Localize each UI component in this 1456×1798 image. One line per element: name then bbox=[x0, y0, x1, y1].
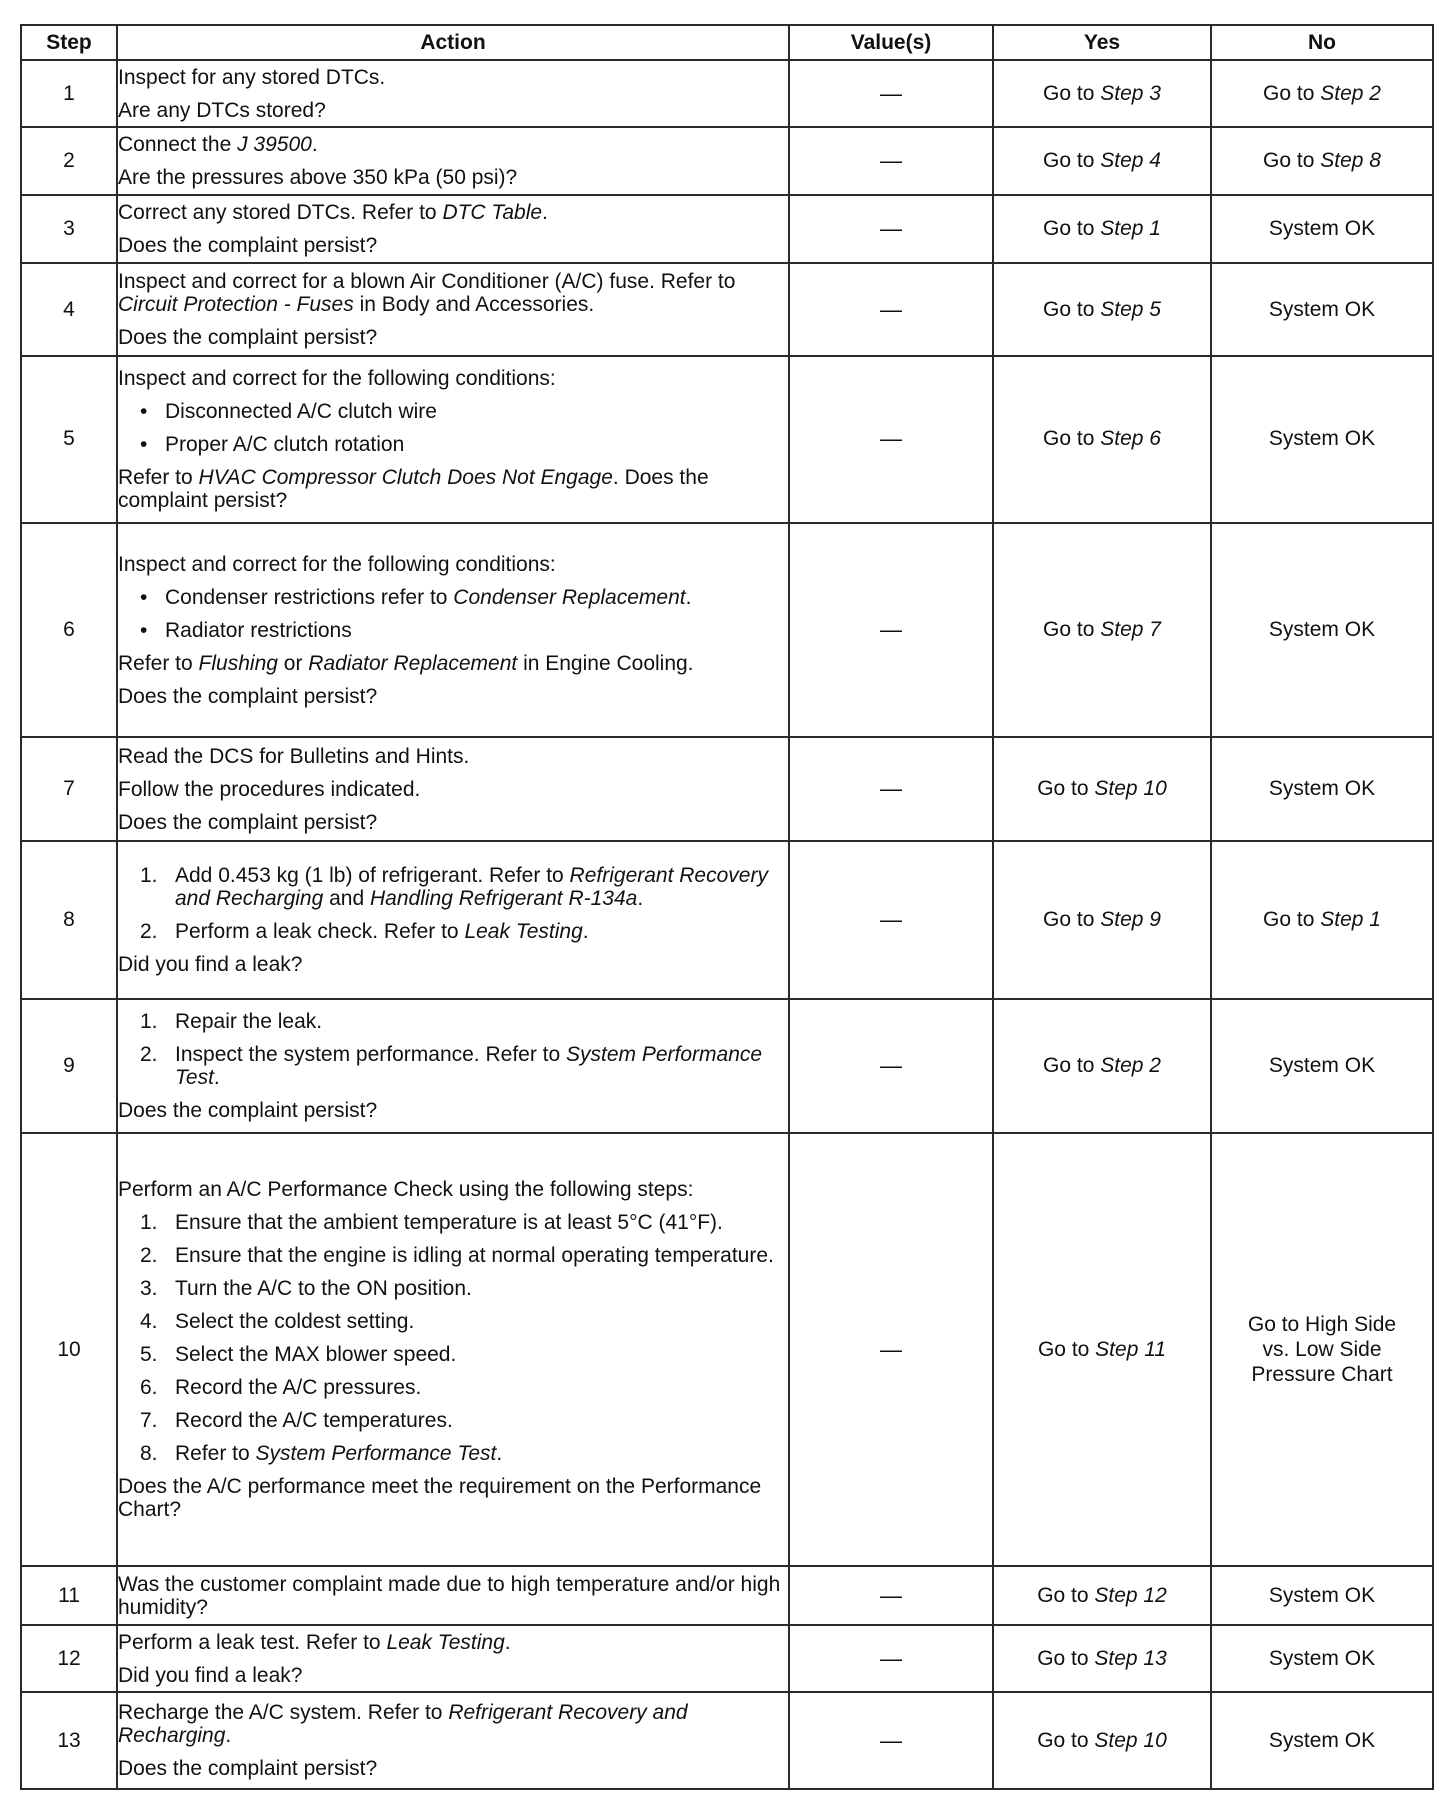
item-number: 1. bbox=[140, 863, 158, 887]
yes-cell bbox=[993, 127, 1211, 195]
header-step: Step bbox=[21, 25, 117, 60]
text-segment: Did you find a leak? bbox=[118, 1663, 303, 1687]
item-number: 8. bbox=[140, 1442, 158, 1466]
numbered-item bbox=[118, 1211, 788, 1234]
reference-text: Radiator Replacement bbox=[308, 651, 518, 675]
yes-cell bbox=[993, 263, 1211, 355]
table-row bbox=[21, 60, 1433, 127]
no-text bbox=[1212, 1584, 1432, 1608]
value-cell: — bbox=[789, 1625, 993, 1692]
table-row bbox=[21, 263, 1433, 355]
action-paragraph bbox=[118, 201, 788, 224]
bullet-marker: • bbox=[140, 399, 148, 423]
numbered-item bbox=[118, 1277, 788, 1300]
yes-text bbox=[994, 1338, 1210, 1362]
text-segment: in Engine Cooling. bbox=[517, 651, 694, 675]
no-cell bbox=[1211, 523, 1433, 738]
text-segment: Does the complaint persist? bbox=[118, 234, 378, 258]
no-text bbox=[1212, 82, 1432, 106]
reference-text: System Performance Test bbox=[175, 1042, 763, 1089]
value-cell: — bbox=[789, 60, 993, 127]
item-number: 2. bbox=[140, 1244, 158, 1268]
action-paragraph bbox=[118, 166, 788, 189]
text-segment: Go to bbox=[1037, 1646, 1095, 1670]
text-segment: . Does the complaint persist? bbox=[118, 465, 709, 512]
table-row bbox=[21, 1692, 1433, 1789]
diagnostic-table bbox=[20, 24, 1434, 1790]
yes-text bbox=[994, 82, 1210, 106]
text-segment: Inspect and correct for the following conditions: bbox=[118, 552, 556, 576]
table-row bbox=[21, 737, 1433, 840]
text-segment: Go to bbox=[1043, 297, 1101, 321]
table-row bbox=[21, 999, 1433, 1133]
action-cell bbox=[117, 1692, 789, 1789]
action-cell bbox=[117, 999, 789, 1133]
yes-text bbox=[994, 1054, 1210, 1078]
text-segment: Go to bbox=[1043, 81, 1101, 105]
action-cell bbox=[117, 263, 789, 355]
text-segment: Correct any stored DTCs. Refer to bbox=[118, 201, 443, 225]
text-segment: Radiator restrictions bbox=[165, 618, 352, 642]
text-segment: Go to bbox=[1043, 618, 1101, 642]
action-paragraph bbox=[118, 778, 788, 801]
reference-text: Step 1 bbox=[1320, 907, 1381, 931]
no-cell bbox=[1211, 1133, 1433, 1566]
action-paragraph bbox=[118, 99, 788, 122]
step-number: 12 bbox=[21, 1625, 117, 1692]
action-paragraph bbox=[118, 234, 788, 257]
reference-text: Handling Refrigerant R-134a bbox=[370, 886, 638, 910]
reference-text: Refrigerant Recovery and Recharging bbox=[175, 863, 768, 910]
text-segment: Repair the leak. bbox=[175, 1009, 323, 1033]
action-cell bbox=[117, 127, 789, 195]
text-segment: . bbox=[311, 133, 318, 157]
text-segment: Refer to bbox=[175, 1442, 256, 1466]
text-segment: System OK bbox=[1268, 1728, 1376, 1752]
text-segment: Does the complaint persist? bbox=[118, 1757, 378, 1781]
table-row bbox=[21, 523, 1433, 738]
no-cell bbox=[1211, 999, 1433, 1133]
text-segment: Condenser restrictions refer to bbox=[165, 585, 454, 609]
item-number: 2. bbox=[140, 919, 158, 943]
value-cell: — bbox=[789, 1692, 993, 1789]
yes-text bbox=[994, 618, 1210, 642]
yes-cell bbox=[993, 195, 1211, 263]
yes-text bbox=[994, 1584, 1210, 1608]
text-segment: or bbox=[277, 651, 309, 675]
yes-text bbox=[994, 1647, 1210, 1671]
no-cell bbox=[1211, 1692, 1433, 1789]
text-segment: System OK bbox=[1268, 777, 1376, 801]
no-cell bbox=[1211, 195, 1433, 263]
table-row bbox=[21, 1625, 1433, 1692]
reference-text: System Performance Test bbox=[255, 1442, 497, 1466]
text-segment: . bbox=[213, 1065, 220, 1089]
item-number: 5. bbox=[140, 1343, 158, 1367]
text-segment: Inspect the system performance. Refer to bbox=[175, 1042, 567, 1066]
text-segment: Go to bbox=[1043, 907, 1101, 931]
reference-text: Leak Testing bbox=[386, 1630, 505, 1654]
table-row bbox=[21, 1566, 1433, 1625]
text-segment: Proper A/C clutch rotation bbox=[165, 432, 405, 456]
text-segment: Recharge the A/C system. Refer to bbox=[118, 1701, 449, 1725]
bullet-item bbox=[118, 433, 788, 456]
reference-text: Step 4 bbox=[1100, 149, 1161, 173]
yes-text bbox=[994, 298, 1210, 322]
yes-text bbox=[994, 149, 1210, 173]
text-segment: Read the DCS for Bulletins and Hints. bbox=[118, 744, 470, 768]
text-segment: Perform a leak test. Refer to bbox=[118, 1630, 387, 1654]
action-paragraph bbox=[118, 745, 788, 768]
table-row bbox=[21, 841, 1433, 999]
item-number: 1. bbox=[140, 1009, 158, 1033]
no-cell bbox=[1211, 127, 1433, 195]
no-text bbox=[1212, 1647, 1432, 1671]
header-action: Action bbox=[117, 25, 789, 60]
yes-text bbox=[994, 217, 1210, 241]
reference-text: Leak Testing bbox=[464, 919, 583, 943]
yes-text bbox=[994, 1729, 1210, 1753]
text-segment: Perform an A/C Performance Check using the following steps: bbox=[118, 1178, 694, 1202]
step-number: 10 bbox=[21, 1133, 117, 1566]
text-segment: Record the A/C temperatures. bbox=[175, 1409, 453, 1433]
text-segment: Ensure that the engine is idling at normal operating temperature. bbox=[175, 1244, 774, 1268]
text-segment: Go to bbox=[1037, 1583, 1095, 1607]
yes-cell bbox=[993, 1692, 1211, 1789]
text-segment: Select the coldest setting. bbox=[175, 1310, 415, 1334]
action-paragraph bbox=[118, 1664, 788, 1687]
text-segment: . bbox=[504, 1630, 511, 1654]
step-number: 7 bbox=[21, 737, 117, 840]
action-paragraph bbox=[118, 652, 788, 675]
reference-text: Step 11 bbox=[1095, 1337, 1167, 1361]
yes-text bbox=[994, 777, 1210, 801]
bullet-item bbox=[118, 586, 788, 609]
value-cell: — bbox=[789, 127, 993, 195]
numbered-item bbox=[118, 864, 788, 910]
text-segment: Inspect and correct for the following conditions: bbox=[118, 366, 556, 390]
header-values: Value(s) bbox=[789, 25, 993, 60]
text-segment: . bbox=[685, 585, 692, 609]
reference-text: Step 10 bbox=[1094, 1728, 1167, 1752]
text-segment: Ensure that the ambient temperature is at least 5°C (41°F). bbox=[175, 1211, 723, 1235]
yes-cell bbox=[993, 1133, 1211, 1566]
action-cell bbox=[117, 356, 789, 523]
action-cell bbox=[117, 1625, 789, 1692]
reference-text: Step 13 bbox=[1094, 1646, 1167, 1670]
action-paragraph bbox=[118, 1099, 788, 1122]
no-text bbox=[1212, 777, 1432, 801]
action-paragraph bbox=[118, 811, 788, 834]
text-segment: Add 0.453 kg (1 lb) of refrigerant. Refer to bbox=[175, 863, 570, 887]
text-segment: System OK bbox=[1268, 217, 1376, 241]
table-row bbox=[21, 356, 1433, 523]
bullet-item bbox=[118, 619, 788, 642]
action-paragraph bbox=[118, 953, 788, 976]
reference-text: Refrigerant Recovery and Recharging bbox=[118, 1701, 688, 1748]
action-cell bbox=[117, 195, 789, 263]
value-cell: — bbox=[789, 356, 993, 523]
action-paragraph bbox=[118, 685, 788, 708]
text-segment: Go to bbox=[1263, 81, 1321, 105]
action-paragraph bbox=[118, 1178, 788, 1201]
value-cell: — bbox=[789, 1566, 993, 1625]
table-row bbox=[21, 127, 1433, 195]
reference-text: Step 2 bbox=[1320, 81, 1381, 105]
text-segment: Refer to bbox=[118, 651, 199, 675]
bullet-marker: • bbox=[140, 585, 148, 609]
text-segment: System OK bbox=[1268, 1053, 1376, 1077]
yes-cell bbox=[993, 60, 1211, 127]
text-segment: Inspect and correct for a blown Air Conditioner (A/C) fuse. Refer to bbox=[118, 270, 736, 293]
text-segment: Go to High Side vs. Low Side Pressure Chart bbox=[1247, 1313, 1397, 1387]
step-number: 3 bbox=[21, 195, 117, 263]
text-segment: . bbox=[225, 1724, 232, 1748]
reference-text: Circuit Protection - Fuses bbox=[118, 293, 354, 316]
text-segment: Disconnected A/C clutch wire bbox=[165, 399, 437, 423]
text-segment: Go to bbox=[1037, 777, 1095, 801]
text-segment: Refer to bbox=[118, 465, 199, 489]
text-segment: . bbox=[582, 919, 589, 943]
text-segment: in Body and Accessories. bbox=[353, 293, 595, 316]
no-cell bbox=[1211, 60, 1433, 127]
numbered-item bbox=[118, 920, 788, 943]
text-segment: Perform a leak check. Refer to bbox=[175, 919, 465, 943]
action-cell bbox=[117, 841, 789, 999]
value-cell: — bbox=[789, 195, 993, 263]
action-paragraph bbox=[118, 326, 788, 349]
no-cell bbox=[1211, 841, 1433, 999]
text-segment: Does the A/C performance meet the requirement on the Performance Chart? bbox=[118, 1475, 762, 1522]
yes-cell bbox=[993, 1625, 1211, 1692]
reference-text: Step 6 bbox=[1100, 427, 1161, 451]
numbered-item bbox=[118, 1376, 788, 1399]
no-cell bbox=[1211, 737, 1433, 840]
no-cell bbox=[1211, 1625, 1433, 1692]
text-segment: Does the complaint persist? bbox=[118, 326, 378, 349]
numbered-item bbox=[118, 1244, 788, 1267]
reference-text: Step 3 bbox=[1100, 81, 1161, 105]
text-segment: . bbox=[542, 201, 548, 225]
table-body bbox=[21, 60, 1433, 1789]
action-cell bbox=[117, 60, 789, 127]
no-cell bbox=[1211, 263, 1433, 355]
no-text bbox=[1212, 618, 1432, 642]
bullet-marker: • bbox=[140, 432, 148, 456]
no-text bbox=[1212, 1054, 1432, 1078]
no-text bbox=[1232, 1312, 1412, 1387]
reference-text: J 39500 bbox=[237, 133, 312, 157]
text-segment: System OK bbox=[1268, 297, 1376, 321]
text-segment: Are any DTCs stored? bbox=[118, 98, 326, 122]
value-cell: — bbox=[789, 1133, 993, 1566]
item-number: 7. bbox=[140, 1409, 158, 1433]
reference-text: DTC Table bbox=[442, 201, 543, 225]
no-text bbox=[1212, 149, 1432, 173]
action-paragraph bbox=[118, 367, 788, 390]
text-segment: System OK bbox=[1268, 618, 1376, 642]
value-cell: — bbox=[789, 999, 993, 1133]
no-cell bbox=[1211, 1566, 1433, 1625]
reference-text: Step 2 bbox=[1100, 1053, 1161, 1077]
action-paragraph bbox=[118, 553, 788, 576]
text-segment: Go to bbox=[1037, 1337, 1096, 1361]
text-segment: System OK bbox=[1268, 1646, 1376, 1670]
no-text bbox=[1212, 1729, 1432, 1753]
yes-cell bbox=[993, 1566, 1211, 1625]
text-segment: . bbox=[637, 886, 644, 910]
no-text bbox=[1212, 427, 1432, 451]
bullet-item bbox=[118, 400, 788, 423]
action-paragraph bbox=[118, 1475, 788, 1521]
step-number: 11 bbox=[21, 1566, 117, 1625]
step-number: 5 bbox=[21, 356, 117, 523]
text-segment: Turn the A/C to the ON position. bbox=[175, 1277, 472, 1301]
value-cell: — bbox=[789, 523, 993, 738]
text-segment: Go to bbox=[1043, 1053, 1101, 1077]
action-paragraph bbox=[118, 1573, 788, 1619]
reference-text: Step 5 bbox=[1100, 297, 1161, 321]
value-cell: — bbox=[789, 737, 993, 840]
text-segment: System OK bbox=[1268, 427, 1376, 451]
value-cell: — bbox=[789, 263, 993, 355]
numbered-item bbox=[118, 1310, 788, 1333]
text-segment: Select the MAX blower speed. bbox=[175, 1343, 457, 1367]
header-no: No bbox=[1211, 25, 1433, 60]
reference-text: Step 7 bbox=[1100, 618, 1161, 642]
bullet-marker: • bbox=[140, 618, 148, 642]
no-text bbox=[1212, 217, 1432, 241]
reference-text: Flushing bbox=[198, 651, 278, 675]
text-segment: Go to bbox=[1263, 149, 1321, 173]
yes-cell bbox=[993, 356, 1211, 523]
text-segment: Go to bbox=[1043, 149, 1101, 173]
text-segment: Go to bbox=[1043, 427, 1101, 451]
item-number: 2. bbox=[140, 1042, 158, 1066]
step-number: 13 bbox=[21, 1692, 117, 1789]
action-paragraph bbox=[118, 66, 788, 89]
step-number: 8 bbox=[21, 841, 117, 999]
yes-text bbox=[994, 427, 1210, 451]
table-row bbox=[21, 1133, 1433, 1566]
item-number: 3. bbox=[140, 1277, 158, 1301]
header-yes: Yes bbox=[993, 25, 1211, 60]
action-cell bbox=[117, 1566, 789, 1625]
table-row bbox=[21, 195, 1433, 263]
text-segment: Does the complaint persist? bbox=[118, 684, 378, 708]
header-row bbox=[21, 25, 1433, 60]
reference-text: Step 10 bbox=[1094, 777, 1167, 801]
text-segment: Go to bbox=[1043, 217, 1101, 241]
step-number: 1 bbox=[21, 60, 117, 127]
numbered-item bbox=[118, 1343, 788, 1366]
text-segment: Inspect for any stored DTCs. bbox=[118, 65, 386, 89]
item-number: 1. bbox=[140, 1211, 158, 1235]
text-segment: . bbox=[496, 1442, 503, 1466]
text-segment: Are the pressures above 350 kPa (50 psi)? bbox=[118, 166, 518, 190]
action-paragraph bbox=[118, 466, 788, 512]
item-number: 6. bbox=[140, 1376, 158, 1400]
reference-text: Condenser Replacement bbox=[453, 585, 686, 609]
no-text bbox=[1212, 298, 1432, 322]
item-number: 4. bbox=[140, 1310, 158, 1334]
numbered-item bbox=[118, 1442, 788, 1465]
text-segment: Follow the procedures indicated. bbox=[118, 777, 421, 801]
value-cell: — bbox=[789, 841, 993, 999]
no-text bbox=[1212, 908, 1432, 932]
text-segment: Record the A/C pressures. bbox=[175, 1376, 422, 1400]
action-paragraph bbox=[118, 1701, 788, 1747]
yes-cell bbox=[993, 737, 1211, 840]
step-number: 9 bbox=[21, 999, 117, 1133]
step-number: 2 bbox=[21, 127, 117, 195]
text-segment: and bbox=[323, 886, 370, 910]
reference-text: Step 8 bbox=[1320, 149, 1381, 173]
yes-cell bbox=[993, 999, 1211, 1133]
action-paragraph bbox=[118, 270, 788, 316]
action-cell bbox=[117, 523, 789, 738]
yes-cell bbox=[993, 841, 1211, 999]
numbered-item bbox=[118, 1043, 788, 1089]
text-segment: Go to bbox=[1263, 907, 1321, 931]
step-number: 4 bbox=[21, 263, 117, 355]
text-segment: Go to bbox=[1037, 1728, 1095, 1752]
reference-text: HVAC Compressor Clutch Does Not Engage bbox=[198, 465, 613, 489]
text-segment: Does the complaint persist? bbox=[118, 810, 378, 834]
no-cell bbox=[1211, 356, 1433, 523]
text-segment: System OK bbox=[1268, 1583, 1376, 1607]
action-paragraph bbox=[118, 1757, 788, 1780]
reference-text: Step 9 bbox=[1100, 907, 1161, 931]
numbered-item bbox=[118, 1409, 788, 1432]
yes-cell bbox=[993, 523, 1211, 738]
reference-text: Step 1 bbox=[1100, 217, 1161, 241]
action-paragraph bbox=[118, 133, 788, 156]
yes-text bbox=[994, 908, 1210, 932]
step-number: 6 bbox=[21, 523, 117, 738]
action-cell bbox=[117, 1133, 789, 1566]
numbered-item bbox=[118, 1010, 788, 1033]
text-segment: Connect the bbox=[118, 133, 238, 157]
text-segment: Did you find a leak? bbox=[118, 952, 303, 976]
reference-text: Step 12 bbox=[1094, 1583, 1167, 1607]
action-paragraph bbox=[118, 1631, 788, 1654]
text-segment: Does the complaint persist? bbox=[118, 1098, 378, 1122]
action-cell bbox=[117, 737, 789, 840]
text-segment: Was the customer complaint made due to high temperature and/or high humidity? bbox=[118, 1572, 781, 1619]
